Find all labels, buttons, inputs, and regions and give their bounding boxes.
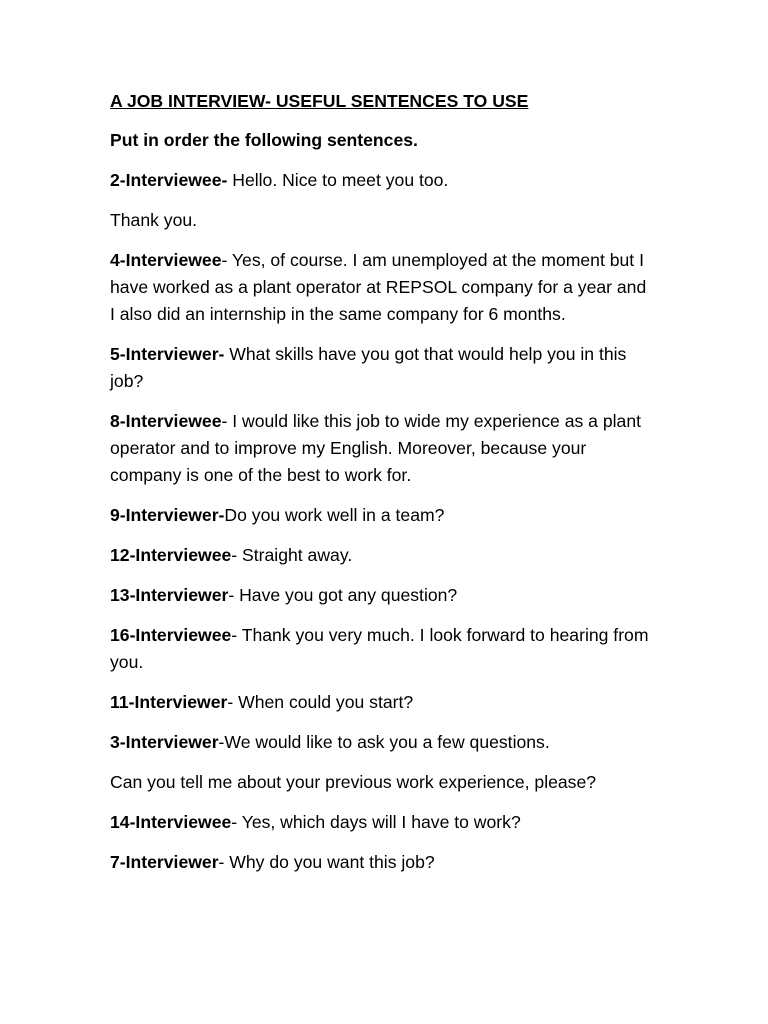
speaker-label: 14-Interviewee xyxy=(110,812,232,832)
speaker-label: 11-Interviewer xyxy=(110,692,228,712)
dialogue-line xyxy=(110,582,655,609)
speaker-label: 7-Interviewer xyxy=(110,852,219,872)
dialogue-line xyxy=(110,689,655,716)
speaker-label: 9-Interviewer- xyxy=(110,505,225,525)
line-text: - Why do you want this job? xyxy=(218,852,435,872)
line-text: Do you work well in a team? xyxy=(224,505,445,525)
speaker-label: 16-Interviewee xyxy=(110,625,232,645)
dialogue-line xyxy=(110,502,655,529)
line-text: - Straight away. xyxy=(231,545,353,565)
speaker-label: 12-Interviewee xyxy=(110,545,232,565)
line-text: - When could you start? xyxy=(227,692,414,712)
line-text: -We would like to ask you a few questions. xyxy=(218,732,550,752)
instruction-text: Put in order the following sentences. xyxy=(110,130,418,150)
dialogue-line xyxy=(110,542,655,569)
line-text: - Thank you very much. I look forward to hearing from you. xyxy=(110,625,649,672)
speaker-label: 3-Interviewer xyxy=(110,732,219,752)
line-text: - Yes, of course. I am unemployed at the moment but I have worked as a plant operator at REPSOL company for a year and I also did an internship in the same company for 6 months. xyxy=(110,250,647,324)
speaker-label: 5-Interviewer- xyxy=(110,344,225,364)
speaker-label: 13-Interviewer xyxy=(110,585,229,605)
dialogue-line xyxy=(110,408,655,489)
dialogue-line xyxy=(110,207,655,234)
dialogue-line xyxy=(110,729,655,756)
dialogue-line xyxy=(110,849,655,876)
line-text: Hello. Nice to meet you too. xyxy=(227,170,449,190)
dialogue-line xyxy=(110,247,655,328)
dialogue-line xyxy=(110,167,655,194)
line-text: What skills have you got that would help you in this job? xyxy=(110,344,627,391)
speaker-label: 4-Interviewee xyxy=(110,250,222,270)
line-text: - Yes, which days will I have to work? xyxy=(231,812,521,832)
speaker-label: 8-Interviewee xyxy=(110,411,222,431)
dialogue-line xyxy=(110,769,655,796)
line-text: - I would like this job to wide my experience as a plant operator and to improve my English. Moreover, because your company is one of the best to work for. xyxy=(110,411,642,485)
dialogue-line xyxy=(110,341,655,395)
line-text: - Have you got any question? xyxy=(228,585,458,605)
dialogue-line xyxy=(110,809,655,836)
line-text: Thank you. xyxy=(110,210,198,230)
line-text: Can you tell me about your previous work experience, please? xyxy=(110,772,597,792)
dialogue-line xyxy=(110,622,655,676)
speaker-label: 2-Interviewee- xyxy=(110,170,228,190)
document-title: A JOB INTERVIEW- USEFUL SENTENCES TO USE xyxy=(110,91,529,111)
document-body xyxy=(110,88,655,889)
